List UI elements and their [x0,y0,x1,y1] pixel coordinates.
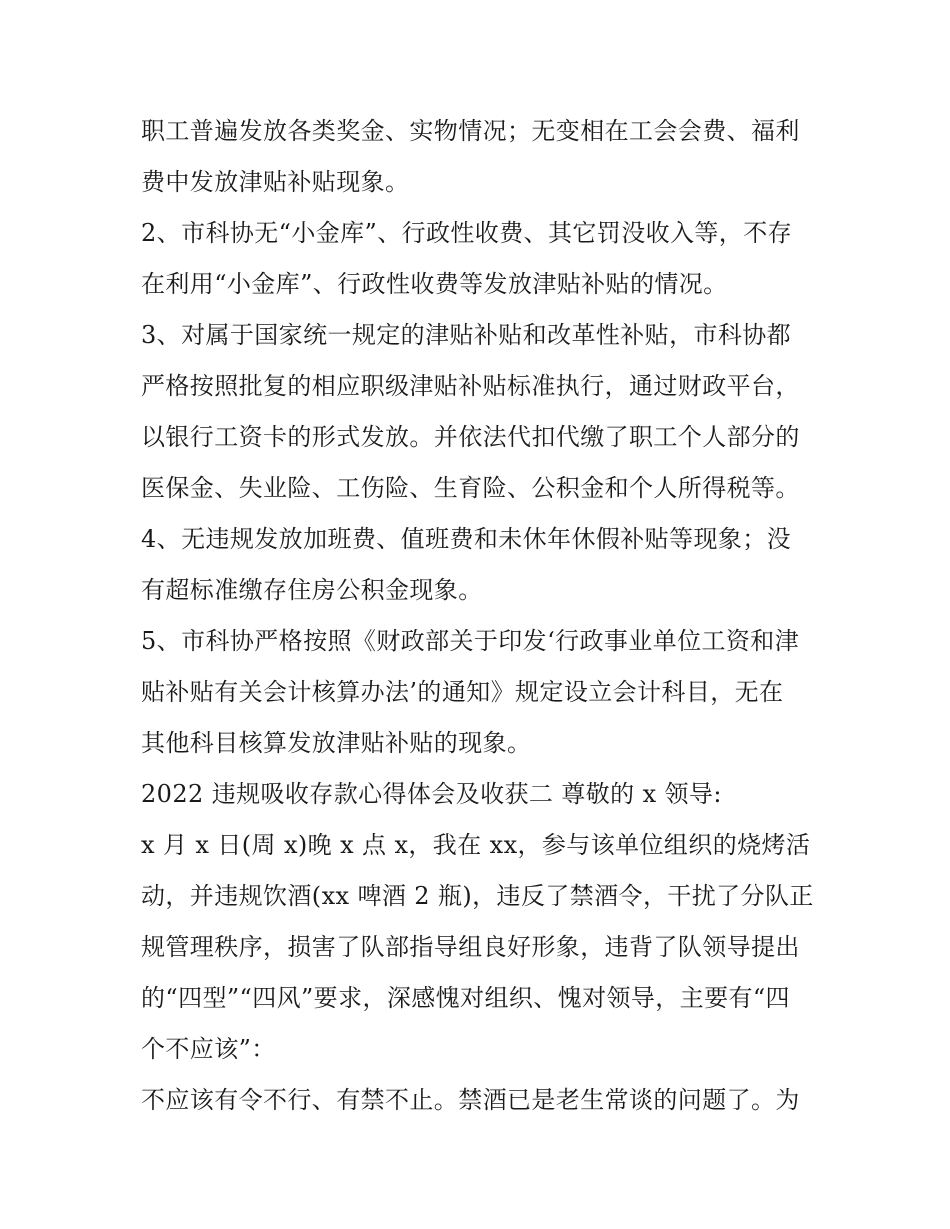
text-line: 动，并违规饮酒(xx 啤酒 2 瓶)，违反了禁酒令，干扰了分队正 [141,882,814,910]
text-line: 医保金、失业险、工伤险、生育险、公积金和个人所得税等。 [141,474,800,502]
text-line: 以银行工资卡的形式发放。并依法代扣代缴了职工个人部分的 [141,423,800,451]
text-line: 有超标准缴存住房公积金现象。 [141,576,483,604]
text-line: 职工普遍发放各类奖金、实物情况；无变相在工会会费、福利 [141,117,800,145]
text-line: 规管理秩序，损害了队部指导组良好形象，违背了队领导提出 [141,933,800,961]
list-item-2: 2、市科协无“小金库”、行政性收费、其它罚没收入等，不存 [141,219,793,247]
text-line: x 月 x 日(周 x)晚 x 点 x，我在 xx，参与该单位组织的烧烤活 [141,831,811,859]
text-line: 的“四型”“四风”要求，深感愧对组织、愧对领导，主要有“四 [141,984,790,1012]
text-line: 个不应该”： [141,1035,276,1063]
list-item-5: 5、市科协严格按照《财政部关于印发‘行政事业单位工资和津 [141,627,800,655]
list-item-4: 4、无违规发放加班费、值班费和未休年休假补贴等现象；没 [141,525,792,553]
text-line: 在利用“小金库”、行政性收费等发放津贴补贴的情况。 [141,270,728,298]
text-line: 严格按照批复的相应职级津贴补贴标准执行，通过财政平台， [141,372,800,400]
list-item-3: 3、对属于国家统一规定的津贴补贴和改革性补贴，市科协都 [141,321,792,349]
text-line: 不应该有令不行、有禁不止。禁酒已是老生常谈的问题了。为 [141,1086,800,1114]
text-line: 其他科目核算发放津贴补贴的现象。 [141,729,532,757]
text-line: 贴补贴有关会计核算办法’的通知》规定设立会计科目，无在 [141,678,784,706]
section-heading: 2022 违规吸收存款心得体会及收获二 尊敬的 x 领导: [141,780,722,808]
text-line: 费中发放津贴补贴现象。 [141,168,410,196]
